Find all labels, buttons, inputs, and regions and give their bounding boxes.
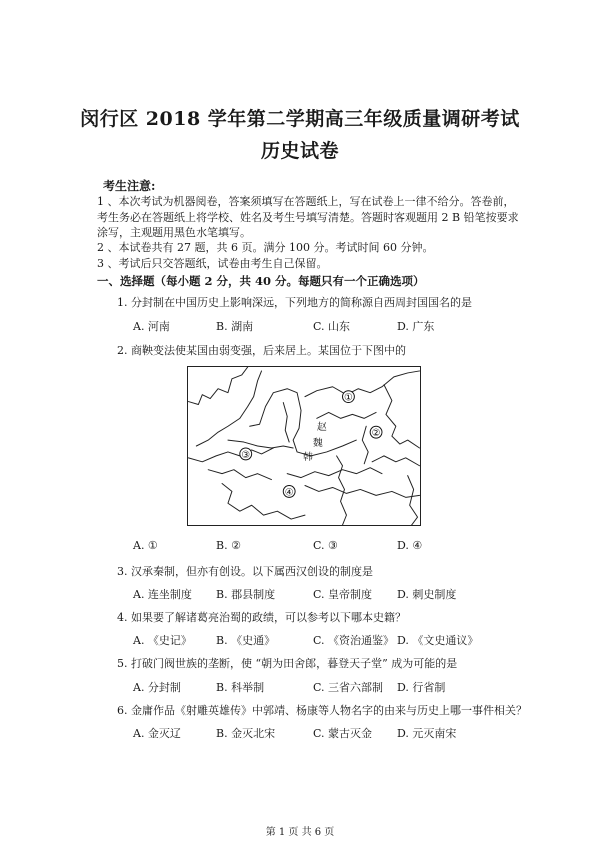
option-c: C. 蒙古灭金	[313, 727, 373, 740]
option-d: D. ④	[397, 539, 423, 552]
river-line	[362, 426, 368, 464]
river-line	[305, 486, 420, 498]
question-stem: 2. 商鞅变法使某国由弱变强，后来居上。某国位于下图中的	[117, 344, 406, 357]
state-label-wei: 魏	[312, 438, 323, 449]
option-b: B. 湖南	[216, 320, 254, 333]
coastline	[384, 385, 420, 448]
option-b: B. 科举制	[216, 681, 265, 694]
exam-subtitle: 历史试卷	[260, 140, 339, 162]
option-d: D. 刺史制度	[397, 588, 457, 601]
option-b: B. 金灭北宋	[216, 727, 276, 740]
option-c: C. 《资治通鉴》	[313, 634, 395, 647]
map-drawing	[188, 367, 420, 525]
option-d: D. 广东	[397, 320, 435, 333]
option-d: D. 《文史通议》	[397, 634, 479, 647]
marker-3	[240, 448, 252, 461]
notice-heading: 考生注意:	[103, 179, 156, 193]
coastline	[372, 456, 419, 466]
border-line	[305, 371, 420, 397]
notice-line: 涂写，主观题用黑色水笔填写。	[97, 226, 251, 239]
options-row	[133, 539, 513, 555]
option-c: C. ③	[313, 539, 338, 552]
marker-2	[370, 426, 382, 439]
notice-line: 1 、本次考试为机器阅卷，答案须填写在答题纸上，写在试卷上一律不给分。答卷前，	[97, 195, 515, 208]
state-label-zhao: 赵	[316, 422, 327, 434]
option-a: A. 金灭辽	[133, 727, 181, 740]
question-stem: 6. 金庸作品《射雕英雄传》中郭靖、杨康等人物名字的由来与历史上哪一事件相关？	[117, 704, 527, 717]
marker-1	[343, 391, 355, 404]
page-footer: 第 1 页 共 6 页	[265, 827, 335, 838]
options-row	[133, 632, 513, 648]
option-a: A. 河南	[133, 320, 170, 333]
river-line	[228, 440, 293, 448]
question-stem: 1. 分封制在中国历史上影响深远，下列地方的简称源自西周封国国名的是	[117, 296, 472, 309]
option-b: B. 《史通》	[216, 634, 276, 647]
warring-states-map	[187, 366, 421, 526]
option-d: D. 行省制	[397, 681, 446, 694]
option-b: B. 郡县制度	[216, 588, 276, 601]
option-a: A. 分封制	[133, 681, 181, 694]
notice-line: 3 、考试后只交答题纸，试卷由考生自己保留。	[97, 257, 328, 270]
notice-line: 考生务必在答题纸上将学校、姓名及考生号填写清楚。答题时客观题用 2 B 铅笔按要求	[97, 211, 519, 224]
marker-label: ②	[371, 428, 381, 440]
option-d: D. 元灭南宋	[397, 727, 457, 740]
marker-4	[283, 486, 295, 499]
river-line	[208, 470, 271, 480]
river-line	[196, 371, 261, 446]
river-line	[287, 468, 382, 478]
terrain-line	[188, 367, 247, 405]
option-c: C. 三省六部制	[313, 681, 384, 694]
marker-label: ③	[241, 449, 251, 461]
section-heading: 一、选择题（每小题 2 分，共 40 分。每题只有一个正确选项）	[97, 274, 425, 288]
option-c: C. 皇帝制度	[313, 588, 373, 601]
question-stem: 3. 汉承秦制，但亦有创设。以下属西汉创设的制度是	[117, 565, 373, 578]
option-a: A. 《史记》	[133, 634, 192, 647]
marker-label: ④	[284, 487, 294, 499]
options-row	[133, 318, 513, 334]
option-a: A. 连坐制度	[133, 588, 192, 601]
river-line	[337, 456, 347, 525]
question-stem: 5. 打破门阀世族的垄断，使 “朝为田舍郎，暮登天子堂” 成为可能的是	[117, 657, 458, 670]
option-b: B. ②	[216, 539, 241, 552]
options-row	[133, 586, 513, 602]
state-label-han: 韩	[303, 451, 313, 463]
exam-title: 闵行区 2018 学年第二学期高三年级质量调研考试	[80, 108, 520, 130]
options-row	[133, 679, 513, 695]
options-row	[133, 725, 513, 741]
river-line	[188, 448, 273, 462]
option-c: C. 山东	[313, 320, 351, 333]
question-stem: 4. 如果要了解诸葛亮治蜀的政绩，可以参考以下哪本史籍？	[117, 611, 406, 624]
marker-label: ①	[344, 392, 353, 404]
coastline	[408, 476, 418, 525]
option-a: A. ①	[133, 539, 158, 552]
river-line	[283, 403, 289, 443]
border-line	[317, 412, 376, 418]
notice-line: 2 、本试卷共有 27 题，共 6 页。满分 100 分。考试时间 60 分钟。	[97, 241, 434, 254]
river-line	[250, 389, 357, 456]
